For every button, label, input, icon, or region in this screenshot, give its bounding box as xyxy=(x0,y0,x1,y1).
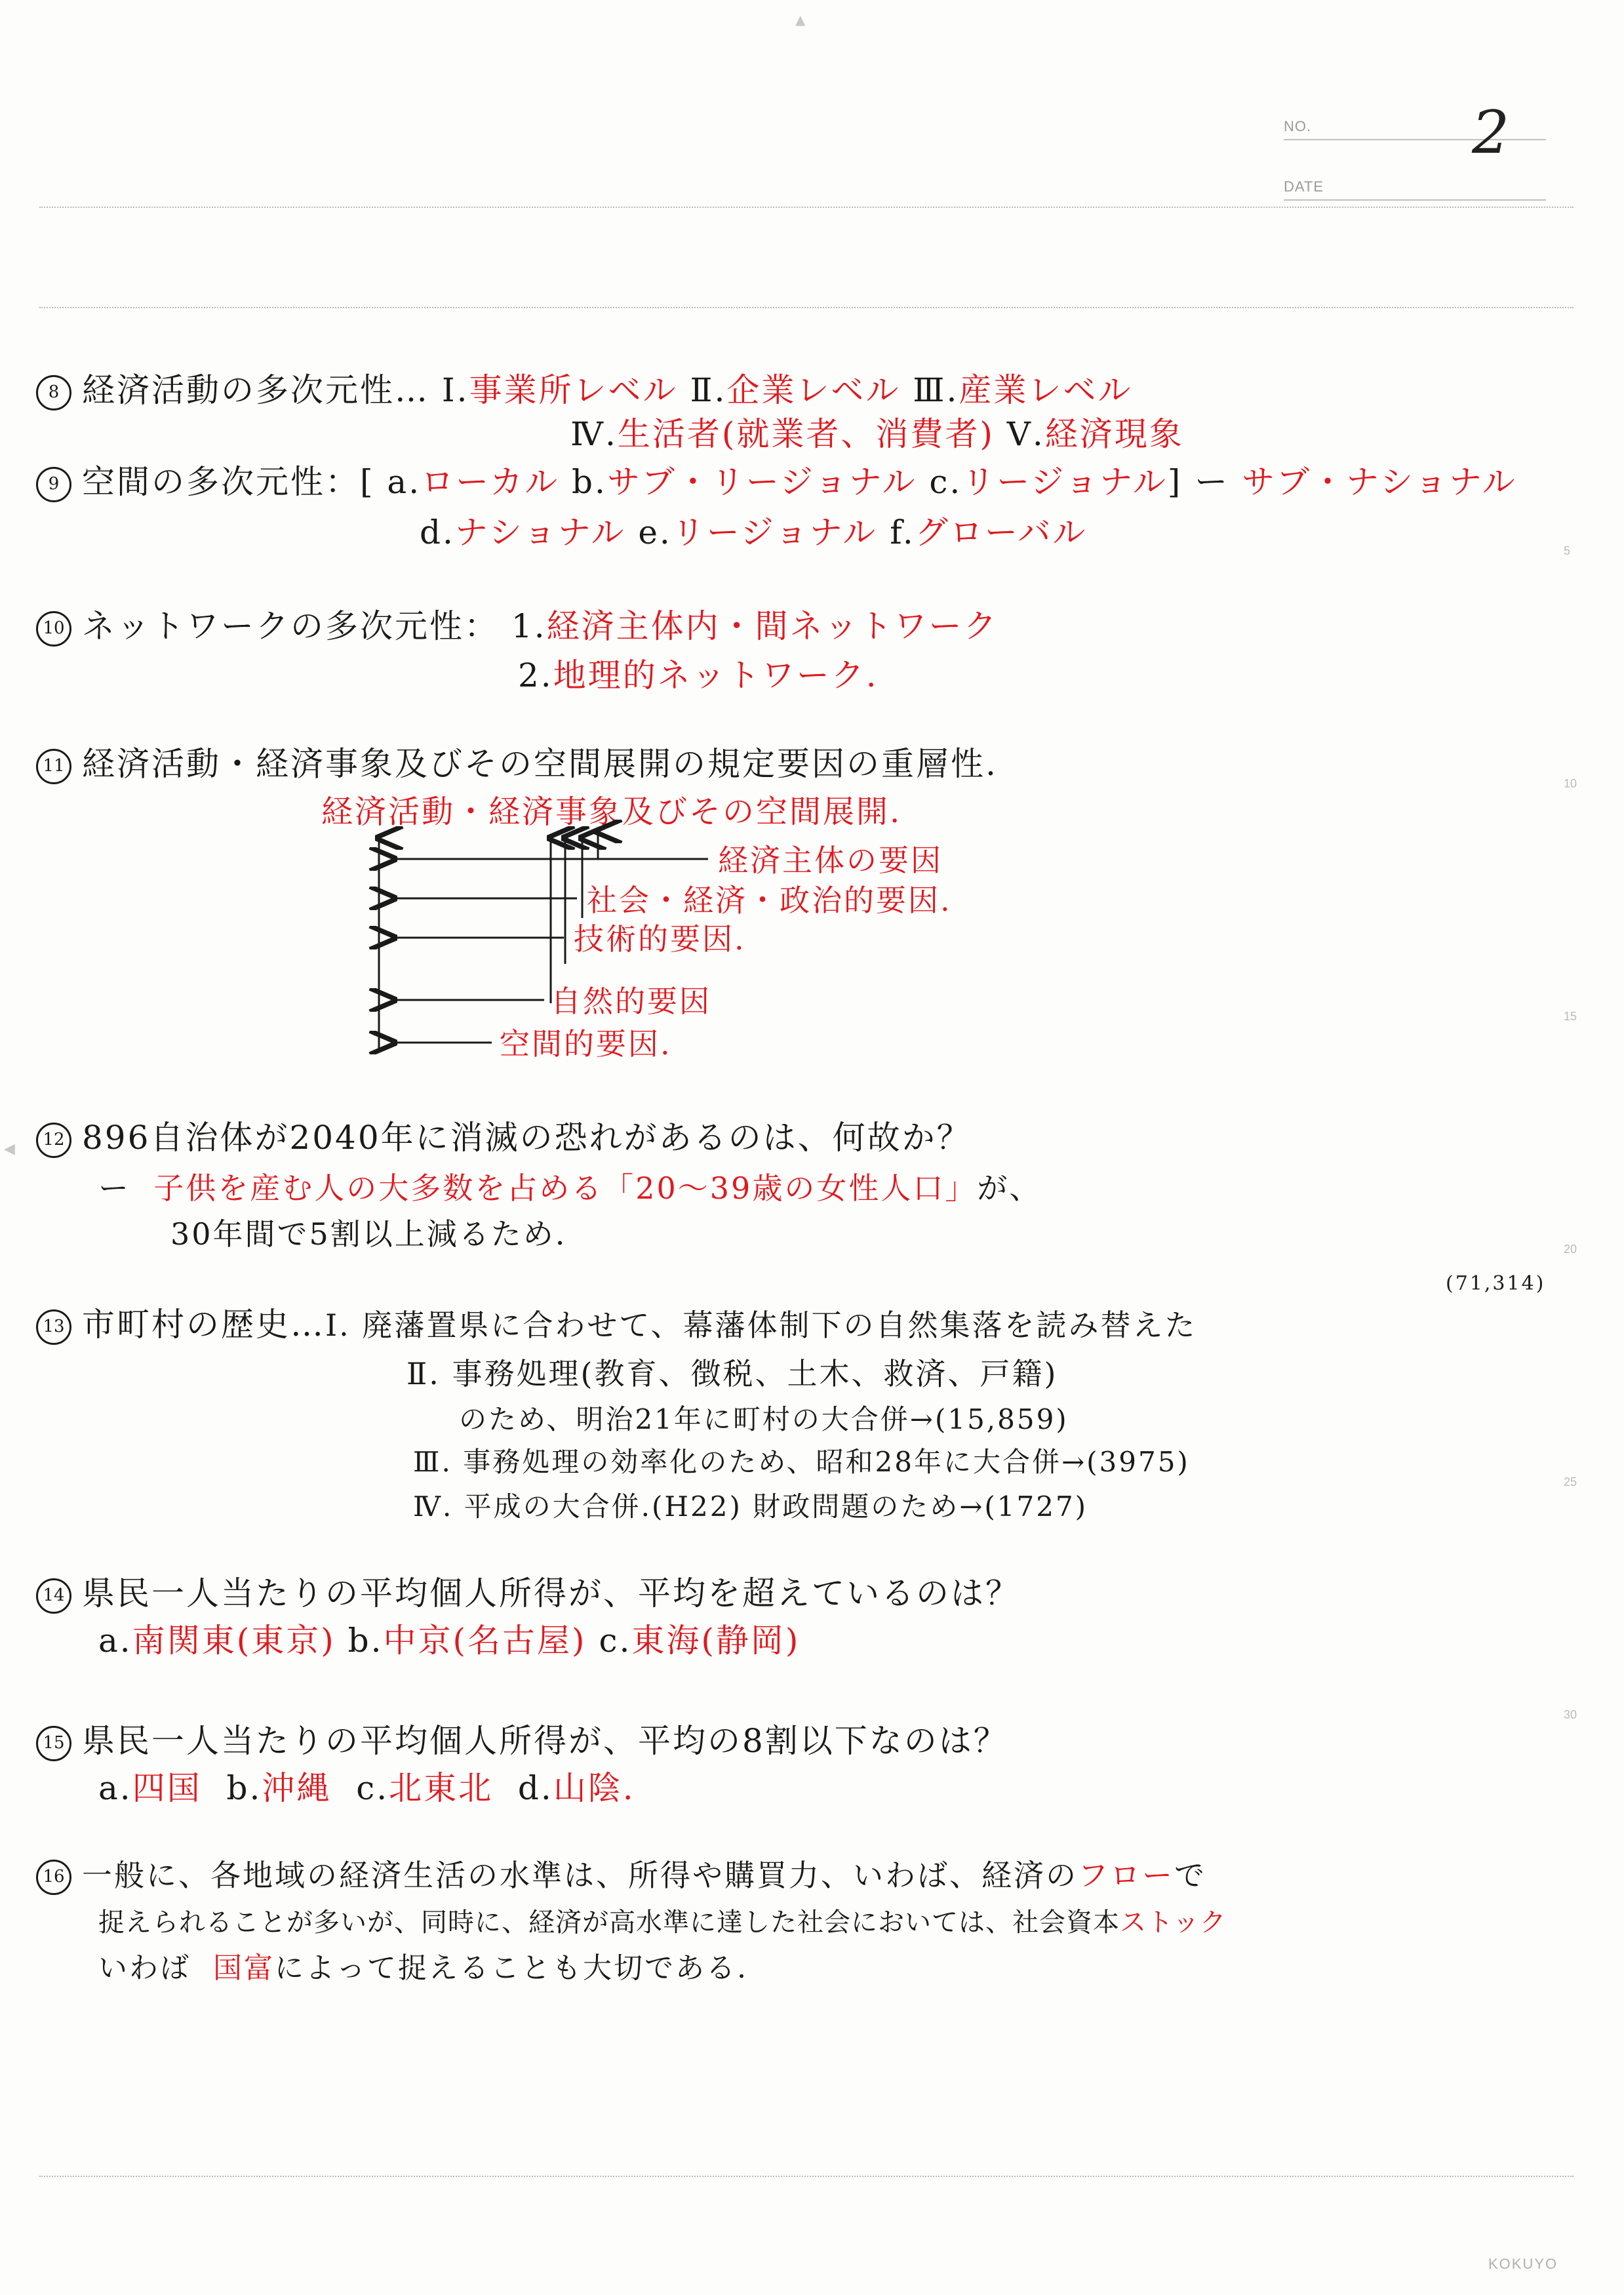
q15-label-b: b. xyxy=(226,1769,262,1807)
q8-label-4: Ⅳ. xyxy=(570,415,618,453)
q16-number: 16 xyxy=(36,1860,71,1895)
q11-top-label: 経済活動・経済事象及びその空間展開. xyxy=(321,793,902,830)
q14-number: 14 xyxy=(36,1578,71,1614)
q8-title: 経済活動の多次元性… xyxy=(82,371,429,409)
q15-value-c: 北東北 xyxy=(389,1769,494,1807)
q16-line-2 xyxy=(98,1903,1227,1942)
margin-number: 5 xyxy=(1564,544,1571,557)
q12-answer-line-1 xyxy=(98,1168,1041,1208)
q14-value-b: 中京(名古屋) xyxy=(383,1622,587,1660)
no-label: NO. xyxy=(1284,118,1312,134)
q11-title: 経済活動・経済事象及びその空間展開の規定要因の重層性. xyxy=(82,745,998,783)
q8-line-2 xyxy=(570,414,1184,454)
q14-value-a: 南関東(東京) xyxy=(132,1622,336,1660)
q16-text-1b: で xyxy=(1174,1858,1206,1893)
date-label: DATE xyxy=(1284,178,1324,195)
q11-factor-2: 社会・経済・政治的要因. xyxy=(587,883,952,918)
q8-number: 8 xyxy=(36,375,71,410)
q10-label-1: 1. xyxy=(511,607,547,645)
q8-value-1: 事業所レベル xyxy=(469,371,678,409)
q9-label-e: e. xyxy=(638,513,672,551)
q14-label-c: c. xyxy=(599,1622,632,1660)
q9-label-b: b. xyxy=(572,463,607,501)
q15-label-a: a. xyxy=(98,1769,132,1807)
q15-answer-line xyxy=(98,1768,635,1808)
q9-label-c: c. xyxy=(929,463,962,501)
rule-line xyxy=(39,307,1574,308)
q12-number: 12 xyxy=(36,1123,71,1158)
q9-sub-national: サブ・ナショナル xyxy=(1242,463,1517,501)
q16-flow: フロー xyxy=(1078,1858,1174,1893)
q9-value-d: ナショナル xyxy=(454,513,626,551)
q11-title-line xyxy=(36,744,998,784)
q15-value-d: 山陰. xyxy=(553,1769,635,1807)
q9-value-c: リージョナル xyxy=(962,463,1168,501)
q12-question: 896自治体が2040年に消滅の恐れがあるのは、何故か？ xyxy=(82,1119,972,1157)
q8-value-3: 産業レベル xyxy=(959,371,1133,409)
q8-label-1: Ⅰ. xyxy=(441,371,469,409)
q16-line-3 xyxy=(98,1949,748,1988)
q8-label-2: Ⅱ. xyxy=(690,371,727,409)
q13-item-4: Ⅲ. 事務処理の効率化のため、昭和28年に大合併→(3975) xyxy=(413,1446,1190,1478)
q14-label-b: b. xyxy=(347,1622,384,1660)
q15-value-b: 沖縄 xyxy=(262,1769,332,1807)
q12-answer-1-end: が、 xyxy=(977,1170,1042,1206)
q12-answer-1: 子供を産む人の大多数を占める「20〜39歳の女性人口」 xyxy=(153,1170,978,1206)
q8-value-2: 企業レベル xyxy=(726,371,901,409)
q13-item-1: Ⅰ. 廃藩置県に合わせて、幕藩体制下の自然集落を読み替えた xyxy=(325,1307,1197,1343)
q16-text-3: いわば xyxy=(98,1951,191,1985)
q9-number: 9 xyxy=(36,467,71,502)
q14-answer-line xyxy=(98,1621,800,1660)
q13-note: (71,314) xyxy=(1446,1272,1546,1295)
q9-value-e: リージョナル xyxy=(671,513,878,551)
q11-factor-4: 自然的要因 xyxy=(551,984,711,1019)
q15-label-d: d. xyxy=(517,1769,553,1807)
q13-item-2: Ⅱ. 事務処理(教育、徴税、土木、救済、戸籍) xyxy=(406,1356,1058,1391)
q16-national-wealth: 国富 xyxy=(212,1951,275,1985)
q8-line-1 xyxy=(36,370,1132,410)
q9-title: 空間の多次元性：[ xyxy=(82,463,375,501)
q9-label-f: f. xyxy=(890,513,915,551)
margin-number: 15 xyxy=(1564,1010,1577,1023)
page-number: 2 xyxy=(1472,98,1510,167)
date-line xyxy=(1284,199,1546,201)
q9-label-a: a. xyxy=(387,463,422,501)
q16-text-2: 捉えられることが多いが、同時に、経済が高水準に達した社会においては、社会資本 xyxy=(98,1907,1120,1938)
q8-value-5: 経済現象 xyxy=(1044,415,1184,453)
q16-line-1 xyxy=(36,1856,1206,1895)
q16-stock: ストック xyxy=(1120,1907,1227,1938)
q14-value-c: 東海(静岡) xyxy=(631,1622,801,1660)
brand-label: KOKUYO xyxy=(1488,2256,1558,2272)
q13-title: 市町村の歴史… xyxy=(82,1306,325,1344)
q12-dash: ー xyxy=(98,1170,130,1206)
margin-number: 30 xyxy=(1564,1708,1577,1721)
q8-label-5: Ⅴ. xyxy=(1006,415,1045,453)
q14-label-a: a. xyxy=(98,1622,132,1660)
q13-line-1 xyxy=(36,1305,1197,1345)
q9-line-1 xyxy=(36,462,1517,502)
q9-line-2 xyxy=(420,513,1087,552)
margin-number: 20 xyxy=(1564,1243,1577,1256)
q15-question: 県民一人当たりの平均個人所得が、平均の8割以下なのは？ xyxy=(82,1722,1008,1760)
q15-number: 15 xyxy=(36,1726,71,1761)
q13-number: 13 xyxy=(36,1309,71,1345)
q8-value-4: 生活者(就業者、消費者) xyxy=(617,415,995,453)
q12-question-line xyxy=(36,1118,972,1158)
rule-line xyxy=(39,2176,1574,2177)
q10-label-2: 2. xyxy=(518,656,553,694)
q9-label-d: d. xyxy=(420,513,455,551)
q12-answer-2: 30年間で5割以上減るため. xyxy=(170,1216,567,1252)
q9-value-f: グローバル xyxy=(915,513,1088,551)
q10-number: 10 xyxy=(36,611,71,647)
q10-value-2: 地理的ネットワーク. xyxy=(553,656,879,694)
q15-value-a: 四国 xyxy=(132,1769,202,1807)
q11-factor-1: 経済主体の要因 xyxy=(718,843,943,878)
margin-number: 10 xyxy=(1564,777,1577,790)
q10-title: ネットワークの多次元性： xyxy=(82,607,499,645)
q14-question-line xyxy=(36,1574,1020,1614)
q11-number: 11 xyxy=(36,749,71,784)
margin-number: 25 xyxy=(1564,1475,1577,1488)
q8-label-3: Ⅲ. xyxy=(913,371,959,409)
rule-line xyxy=(39,207,1574,208)
q15-question-line xyxy=(36,1721,1008,1761)
q9-value-b: サブ・リージョナル xyxy=(606,463,917,501)
q10-line-1 xyxy=(36,607,999,647)
q10-value-1: 経済主体内・間ネットワーク xyxy=(546,607,999,645)
q14-question: 県民一人当たりの平均個人所得が、平均を超えているのは？ xyxy=(82,1574,1020,1612)
q9-bracket: ] ー xyxy=(1167,463,1230,501)
q16-text-3b: によって捉えることも大切である. xyxy=(274,1951,748,1985)
side-tick-mark: ◀ xyxy=(4,1141,15,1157)
q13-item-5: Ⅳ. 平成の大合併.(H22) 財政問題のため→(1727) xyxy=(413,1490,1088,1523)
q13-item-3: のため、明治21年に町村の大合併→(15,859) xyxy=(459,1403,1069,1435)
q11-factor-5: 空間的要因. xyxy=(500,1026,672,1062)
q9-value-a: ローカル xyxy=(421,463,560,501)
q10-line-2 xyxy=(518,656,879,695)
q16-text-1: 一般に、各地域の経済生活の水準は、所得や購買力、いわば、経済の xyxy=(82,1858,1078,1893)
q11-factor-3: 技術的要因. xyxy=(574,921,746,957)
top-tick-mark: ▲ xyxy=(795,12,806,28)
q15-label-c: c. xyxy=(356,1769,389,1807)
